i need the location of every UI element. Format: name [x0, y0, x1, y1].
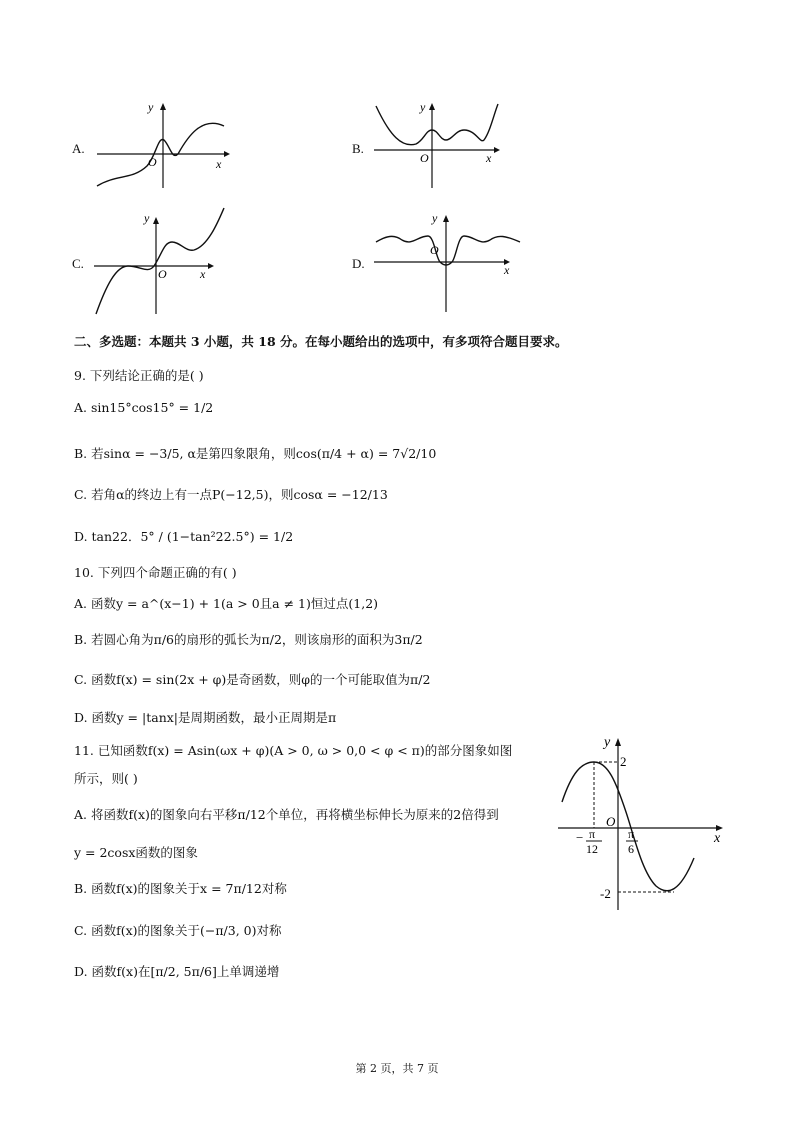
page-footer: 第 2 页，共 7 页	[355, 1062, 439, 1075]
graph-b	[372, 96, 512, 192]
q10-option-c: C. 函数f(x) = sin(2x + φ)是奇函数，则φ的一个可能取值为π/2	[74, 672, 431, 687]
q11-option-d: D. 函数f(x)在[π/2, 5π/6]上单调递增	[74, 964, 280, 979]
graph-d	[372, 206, 522, 318]
q11-stem-line1: 11. 已知函数f(x) = Asin(ωx + φ)(A > 0, ω > 0,0 < φ < π)的部分图象如图	[74, 743, 513, 758]
q11-origin: O	[606, 814, 616, 829]
q9-option-c: C. 若角α的终边上有一点P(−12,5)，则cosα = −12/13	[74, 487, 388, 502]
q10-option-d: D. 函数y = |tanx|是周期函数，最小正周期是π	[74, 710, 337, 725]
graph-a	[92, 96, 232, 192]
graph-d-curve	[376, 236, 520, 265]
q11-option-a-line2: y = 2cosx函数的图象	[74, 845, 198, 860]
q11-ymax-label: 2	[620, 754, 627, 769]
graph-c	[92, 206, 232, 318]
q11-neg-sign: −	[576, 830, 584, 845]
q11-x-label: x	[714, 831, 721, 846]
graph-b-x-label: x	[486, 151, 492, 165]
q11-option-c: C. 函数f(x)的图象关于(−π/3, 0)对称	[74, 923, 282, 938]
graph-d-y-label: y	[432, 211, 438, 225]
q11-tick1-den: 12	[586, 842, 598, 856]
q10-option-a: A. 函数y = a^(x−1) + 1(a > 0且a ≠ 1)恒过点(1,2)	[74, 596, 379, 611]
q9-option-a: A. sin15°cos15° = 1/2	[74, 400, 214, 415]
graph-c-x-label: x	[200, 267, 206, 281]
graph-c-y-label: y	[144, 211, 150, 225]
q11-option-a-line1: A. 将函数f(x)的图象向右平移π/12个单位，再将横坐标伸长为原来的2倍得到	[74, 807, 499, 822]
graph-a-origin: O	[148, 155, 157, 169]
q9-option-b: B. 若sinα = −3/5, α是第四象限角，则cos(π/4 + α) = 7√2/10	[74, 446, 437, 461]
q11-ymin-label: -2	[600, 886, 611, 901]
option-c-label: C.	[72, 256, 84, 271]
q11-tick2-den: 6	[628, 842, 634, 856]
option-a-label: A.	[72, 141, 85, 156]
q9-stem: 9. 下列结论正确的是( )	[74, 368, 204, 383]
graph-a-y-label: y	[148, 100, 154, 114]
graph-c-curve	[96, 208, 224, 314]
graph-c-origin: O	[158, 267, 167, 281]
q9-option-d: D. tan22．5° / (1−tan²22.5°) = 1/2	[74, 529, 294, 544]
q11-y-label: y	[604, 735, 611, 750]
q10-option-b: B. 若圆心角为π/6的扇形的弧长为π/2，则该扇形的面积为3π/2	[74, 632, 423, 647]
graph-d-x-label: x	[504, 263, 510, 277]
q11-tick2-num: π	[628, 827, 635, 841]
graph-b-curve	[376, 104, 498, 145]
section-title: 二、多选题：本题共 3 小题，共 18 分。在每小题给出的选项中，有多项符合题目要求。	[74, 334, 568, 349]
graph-a-curve	[97, 123, 224, 186]
graph-d-origin: O	[430, 243, 439, 257]
option-b-label: B.	[352, 141, 364, 156]
q11-option-b: B. 函数f(x)的图象关于x = 7π/12对称	[74, 881, 287, 896]
q11-tick1-num: π	[589, 827, 596, 841]
q11-stem-line2: 所示，则( )	[74, 771, 138, 786]
q11-graph	[556, 732, 728, 912]
option-d-label: D.	[352, 256, 365, 271]
q10-stem: 10. 下列四个命题正确的有( )	[74, 565, 237, 580]
graph-b-y-label: y	[420, 100, 426, 114]
graph-b-origin: O	[420, 151, 429, 165]
graph-a-x-label: x	[216, 157, 222, 171]
